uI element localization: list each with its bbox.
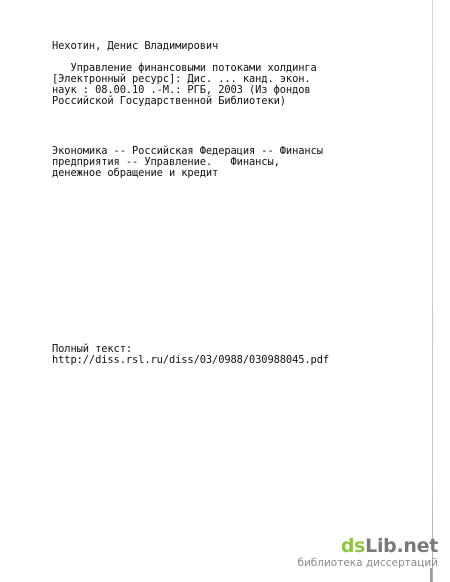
title-line-2: [Электронный ресурс]: Дис. ... канд. экон. [52,73,311,85]
subject-line-2: предприятия -- Управление. Финансы, [52,156,280,168]
logo-dot: . [396,535,404,557]
dslib-watermark [297,536,438,570]
author-name: Нехотин, Денис Владимирович [52,40,219,52]
watermark-caption: библиотека диссертаций [297,557,438,569]
title-line-4: Российской Государственной Библиотеки) [52,95,286,107]
fulltext-link[interactable]: http://diss.rsl.ru/diss/03/0988/030988045.pdf [52,354,330,366]
title-line-3: наук : 08.00.10 .-М.: РГБ, 2003 (Из фондов [52,84,311,96]
logo-net: net [403,535,438,557]
logo-ds: ds [340,535,366,557]
fulltext-label: Полный текст: [52,343,133,355]
subject-line-3: денежное обращение и кредит [52,167,219,179]
logo-lib: Lib [365,535,397,557]
page-edge-divider [432,0,433,582]
dslib-logo [297,536,438,556]
title-line-1: Управление финансовыми потоками холдинга [52,62,317,74]
page-edge-tick [430,568,432,582]
subject-line-1: Экономика -- Российская Федерация -- Финансы [52,145,323,157]
